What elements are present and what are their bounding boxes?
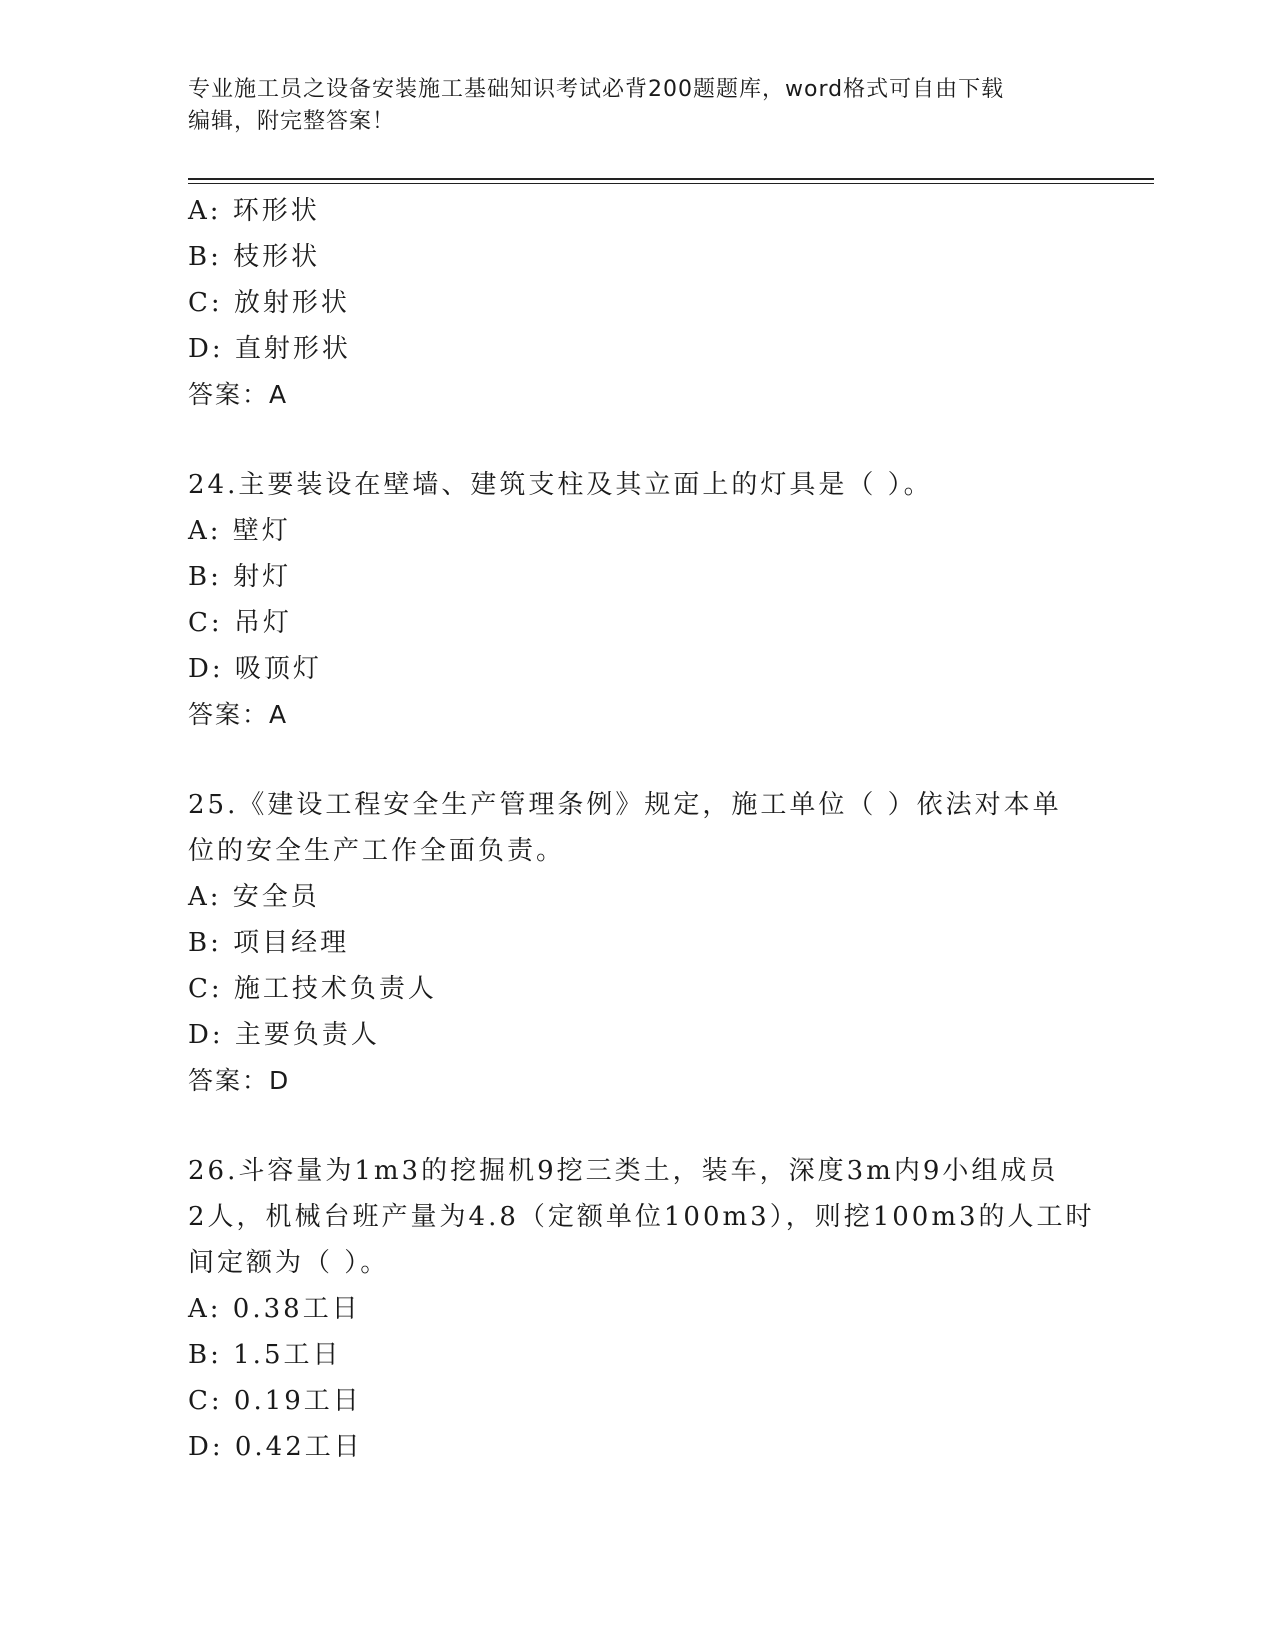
- option-d: D: 直射形状: [188, 334, 351, 364]
- option-a: A: 安全员: [188, 882, 320, 912]
- question-24: [188, 462, 1068, 738]
- document-body: [188, 188, 1095, 1470]
- option-b: B: 1.5工日: [188, 1340, 342, 1370]
- option-a: A: 0.38工日: [188, 1294, 361, 1324]
- option-c: C: 施工技术负责人: [188, 974, 437, 1004]
- question-stem-line-1: 25.《建设工程安全生产管理条例》规定，施工单位（ ）依法对本单: [188, 790, 1062, 820]
- question-stem-line-2: 2人，机械台班产量为4.8（定额单位100m3），则挖100m3的人工时: [188, 1202, 1095, 1232]
- header-divider-thick: [188, 178, 1154, 180]
- spacer: [188, 738, 1068, 782]
- question-stem-line-2: 位的安全生产工作全面负责。: [188, 836, 566, 866]
- option-a: A: 环形状: [188, 196, 320, 226]
- option-a: A: 壁灯: [188, 516, 291, 546]
- question-stem: 24.主要装设在壁墙、建筑支柱及其立面上的灯具是（ ）。: [188, 470, 933, 500]
- option-b: B: 射灯: [188, 562, 292, 592]
- question-26: [188, 1148, 1095, 1470]
- option-b: B: 项目经理: [188, 928, 350, 958]
- question-stem-line-3: 间定额为（ ）。: [188, 1248, 390, 1278]
- option-c: C: 吊灯: [188, 608, 292, 638]
- option-c: C: 0.19工日: [188, 1386, 362, 1416]
- header-divider-thin: [188, 183, 1154, 184]
- header-line-2: 编辑，附完整答案！: [188, 109, 396, 134]
- document-header: [188, 74, 1068, 138]
- answer-line: 答案：A: [188, 380, 289, 409]
- option-b: B: 枝形状: [188, 242, 321, 272]
- question-stem-line-1: 26.斗容量为1m3的挖掘机9挖三类土，装车，深度3m内9小组成员: [188, 1156, 1059, 1186]
- option-d: D: 吸顶灯: [188, 654, 322, 684]
- option-d: D: 主要负责人: [188, 1020, 380, 1050]
- question-23: [188, 188, 1068, 418]
- header-line-1: 专业施工员之设备安装施工基础知识考试必背200题题库，word格式可自由下载: [188, 77, 1005, 102]
- answer-line: 答案：D: [188, 1066, 291, 1095]
- spacer: [188, 1104, 1068, 1148]
- question-25: [188, 782, 1068, 1104]
- option-c: C: 放射形状: [188, 288, 350, 318]
- option-d: D: 0.42工日: [188, 1432, 363, 1462]
- spacer: [188, 418, 1068, 462]
- answer-line: 答案：A: [188, 700, 289, 729]
